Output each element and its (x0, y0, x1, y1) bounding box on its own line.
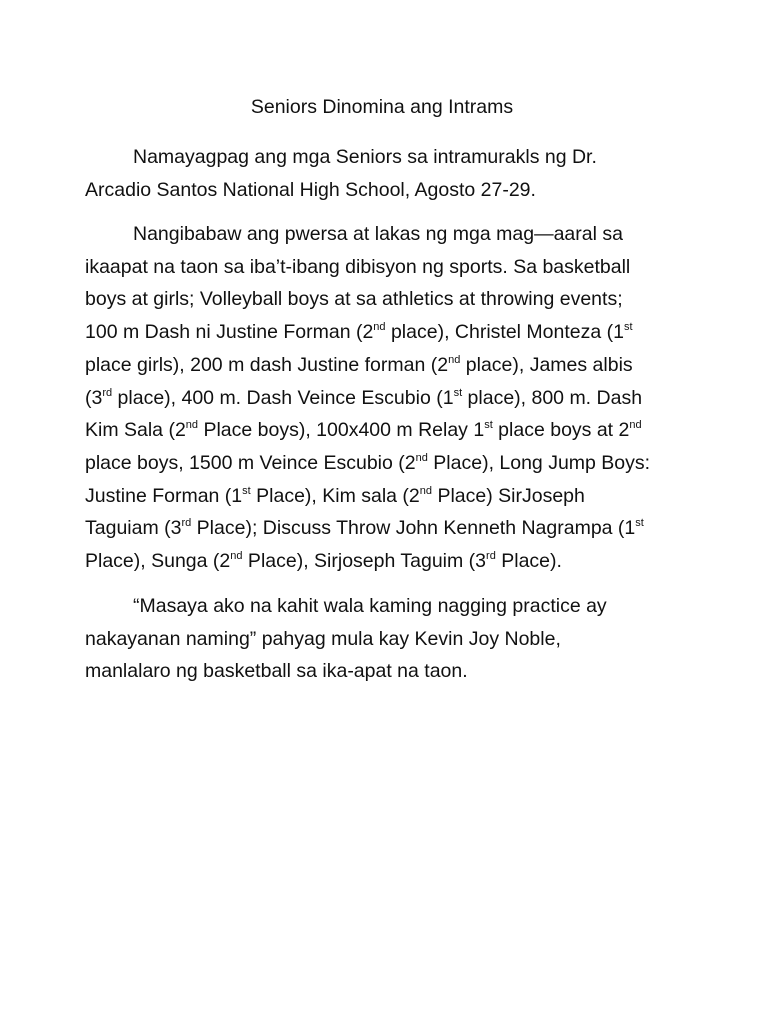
text-run: place boys at 2 (492, 419, 630, 442)
text-line (133, 143, 597, 171)
text-run: Justine Forman (1 (85, 484, 243, 507)
text-line (85, 285, 623, 313)
ordinal-superscript: nd (373, 321, 386, 334)
text-run: (3 (85, 386, 103, 409)
text-run: “Masaya ako na kahit wala kaming nagging practice ay (133, 595, 607, 617)
text-line (85, 253, 630, 281)
ordinal-superscript: nd (230, 550, 243, 562)
text-run: nakayanan naming” pahyag mula kay Kevin Joy Noble, (85, 627, 561, 650)
text-run: Place). (495, 550, 562, 572)
text-run: manlalaro ng basketball sa ika-apat na taon. (85, 660, 468, 683)
text-run: place), James albis (460, 353, 633, 376)
text-line (85, 384, 642, 412)
text-run: boys at girls; Volleyball boys at sa athletics at throwing events; (85, 288, 623, 311)
text-run: Place), Sirjoseph Taguim (3 (242, 550, 487, 572)
ordinal-superscript: st (635, 517, 644, 530)
text-line (85, 449, 650, 477)
text-line (133, 220, 623, 248)
text-run: Place), Sunga (2 (85, 550, 231, 572)
ordinal-superscript: st (484, 419, 493, 432)
text-run: ikaapat na taon sa iba’t-ibang dibisyon ng sports. Sa basketball (85, 255, 631, 278)
text-run: Place) SirJoseph (432, 484, 585, 507)
ordinal-superscript: nd (448, 353, 461, 366)
text-run: Place); Discuss Throw John Kenneth Nagrampa (1 (191, 517, 636, 540)
text-line (85, 176, 536, 204)
text-line (85, 514, 644, 542)
text-run: place girls), 200 m dash Justine forman (2 (85, 353, 449, 376)
text-line (85, 482, 585, 510)
text-line (85, 657, 468, 685)
ordinal-superscript: st (453, 386, 463, 399)
text-run: Arcadio Santos National High School, Agosto 27-29. (85, 178, 536, 201)
ordinal-superscript: nd (185, 419, 199, 432)
ordinal-superscript: st (242, 484, 251, 497)
text-line (133, 592, 607, 620)
ordinal-superscript: nd (415, 451, 428, 464)
text-line (85, 625, 561, 653)
text-run: Place), Long Jump Boys: (427, 451, 651, 474)
text-run: place), 400 m. Dash Veince Escubio (1 (112, 386, 454, 409)
text-run: place boys, 1500 m Veince Escubio (2 (85, 451, 416, 474)
document-title: Seniors Dinomina ang Intrams (250, 96, 514, 118)
ordinal-superscript: rd (102, 386, 113, 399)
text-run: Nangibabaw ang pwersa at lakas ng mga mag—aaral sa (133, 223, 623, 245)
text-run: place), 800 m. Dash (462, 386, 643, 409)
text-run: place), Christel Monteza (1 (385, 321, 624, 344)
text-run: Place), Kim sala (2 (250, 484, 420, 507)
text-run: 100 m Dash ni Justine Forman (2 (85, 321, 374, 344)
ordinal-superscript: st (623, 321, 633, 334)
ordinal-superscript: nd (629, 419, 642, 432)
text-line (85, 351, 633, 379)
text-run: Place boys), 100x400 m Relay 1 (198, 419, 485, 442)
ordinal-superscript: rd (486, 550, 496, 562)
text-line (85, 547, 562, 575)
text-run: Kim Sala (2 (85, 419, 186, 442)
ordinal-superscript: rd (181, 517, 192, 530)
text-run: Taguiam (3 (85, 517, 182, 540)
text-line (85, 318, 633, 346)
text-run: Namayagpag ang mga Seniors sa intramurakls ng Dr. (133, 146, 597, 168)
ordinal-superscript: nd (419, 484, 433, 497)
text-line (85, 416, 642, 444)
